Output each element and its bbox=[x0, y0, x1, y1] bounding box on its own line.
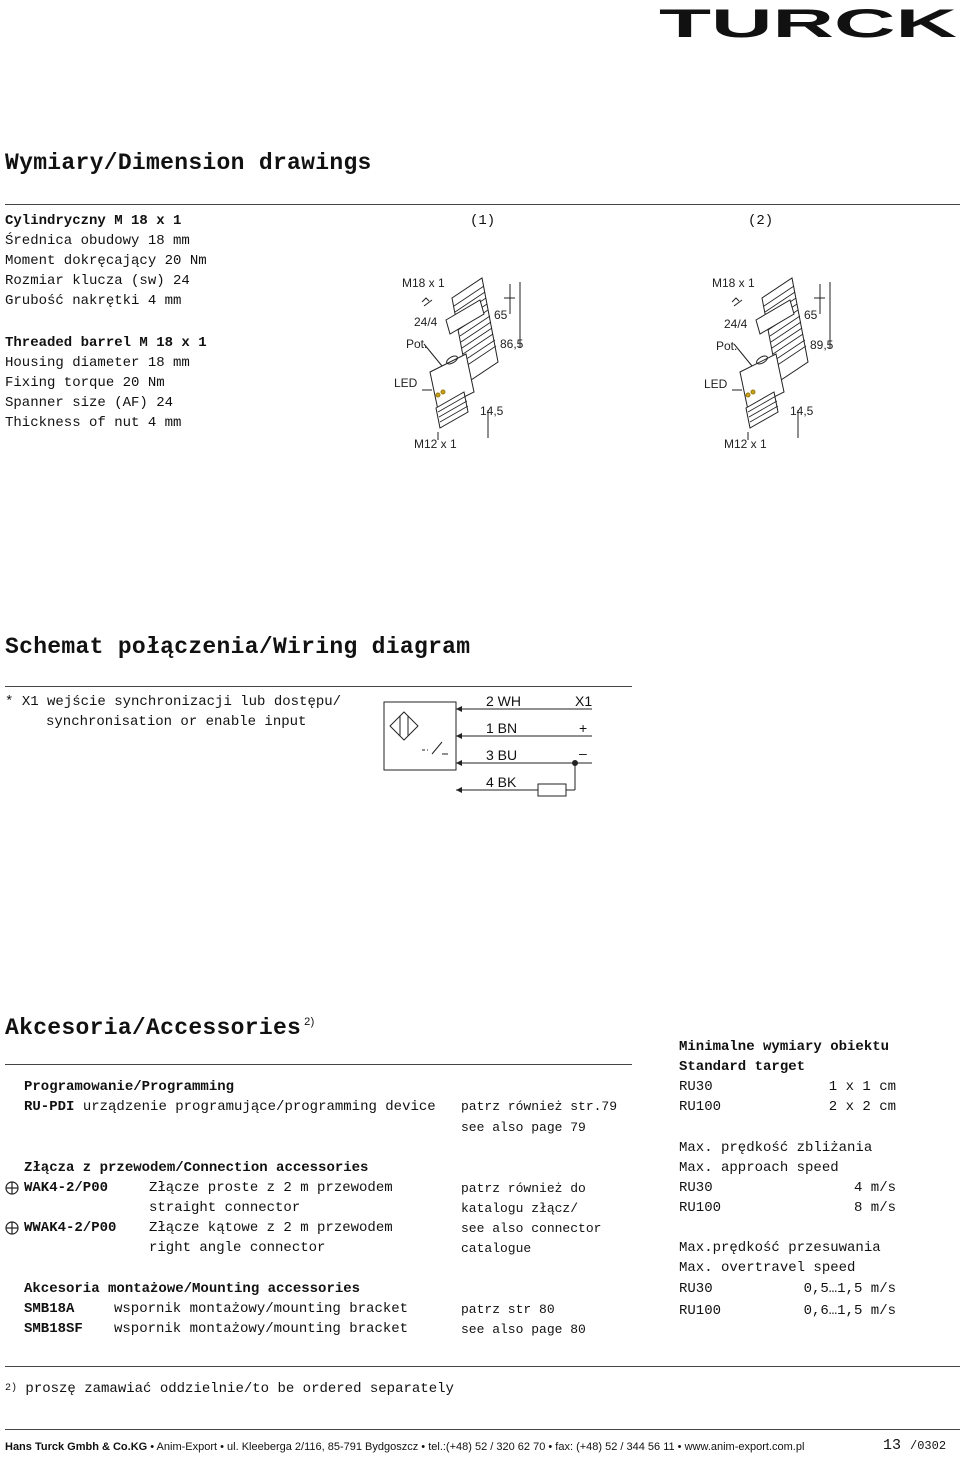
pot-label: Pot. bbox=[716, 339, 738, 353]
target-name: RU100 bbox=[679, 1099, 722, 1115]
dim-c-label: 14,5 bbox=[480, 404, 504, 418]
turck-logo bbox=[658, 6, 958, 40]
accessory-ref: patrz również do bbox=[461, 1181, 586, 1196]
drawing1-label: (1) bbox=[470, 213, 496, 229]
accessory-ref: see also page 80 bbox=[461, 1322, 586, 1337]
target-name: RU30 bbox=[679, 1180, 713, 1196]
approach-en: Max. approach speed bbox=[679, 1160, 839, 1176]
mounting-heading: Akcesoria montażowe/Mounting accessories bbox=[24, 1281, 361, 1297]
accessories-title-sup: 2) bbox=[304, 1016, 315, 1029]
accessories-rule bbox=[5, 1064, 632, 1065]
spec-line: Housing diameter 18 mm bbox=[5, 355, 190, 371]
accessories-title bbox=[5, 1015, 315, 1041]
spec-heading-pl: Cylindryczny M 18 x 1 bbox=[5, 213, 182, 229]
spec-line: Spanner size (AF) 24 bbox=[5, 395, 174, 411]
footer-address: • Anim-Export • ul. Kleeberga 2/116, 85-791 Bydgoszcz • tel.:(+48) 52 / 320 62 70 • fax: (+48) 52 / 344 56 11 • www.anim-export.com.pl bbox=[147, 1441, 805, 1453]
sensor-drawing-1 bbox=[380, 262, 560, 462]
dim-c-label: 14,5 bbox=[790, 404, 814, 418]
accessory-desc: wspornik montażowy/mounting bracket bbox=[114, 1301, 409, 1317]
footer-rule bbox=[5, 1429, 960, 1430]
target-name: RU100 bbox=[679, 1303, 722, 1319]
led-label: LED bbox=[394, 376, 418, 390]
spec-block-en bbox=[5, 333, 365, 433]
spec-block-pl bbox=[5, 211, 365, 311]
spec-line: Grubość nakrętki 4 mm bbox=[5, 293, 182, 309]
wire-label: 4 BK bbox=[486, 774, 517, 790]
accessory-ref: see also page 79 bbox=[461, 1120, 586, 1135]
footer-line bbox=[5, 1441, 804, 1453]
wire-end-label: + bbox=[579, 720, 588, 736]
target-value: 0,5…1,5 m/s bbox=[803, 1281, 896, 1297]
accessory-code: SMB18SF bbox=[24, 1321, 83, 1337]
target-name: RU30 bbox=[679, 1079, 713, 1095]
accessory-desc: urządzenie programujące/programming device bbox=[82, 1099, 436, 1115]
footnote-sup: 2) bbox=[5, 1383, 18, 1394]
led-label: LED bbox=[704, 377, 728, 391]
note-star: * bbox=[5, 694, 14, 710]
wiring-rule bbox=[5, 686, 632, 687]
wiring-title: Schemat połączenia/Wiring diagram bbox=[5, 634, 471, 660]
dim-b-label: 89,5 bbox=[810, 338, 834, 352]
accessory-desc: right angle connector bbox=[149, 1240, 326, 1256]
target-name: RU30 bbox=[679, 1281, 713, 1297]
programming-row bbox=[24, 1097, 436, 1117]
spec-heading-en: Threaded barrel M 18 x 1 bbox=[5, 335, 207, 351]
approach-pl: Max. prędkość zbliżania bbox=[679, 1140, 873, 1156]
target-name: RU100 bbox=[679, 1200, 722, 1216]
target-value: 2 x 2 cm bbox=[828, 1099, 896, 1115]
overtravel-pl: Max.prędkość przesuwania bbox=[679, 1240, 881, 1256]
wire-end-label: – bbox=[579, 745, 587, 761]
accessory-code: SMB18A bbox=[24, 1301, 75, 1317]
wire-label: 1 BN bbox=[486, 720, 518, 736]
turck-logo-graphic bbox=[658, 6, 958, 40]
spanner-label: 24/4 bbox=[414, 315, 438, 329]
accessories-title-text: Akcesoria/Accessories bbox=[5, 1015, 302, 1041]
accessory-code: RU-PDI bbox=[24, 1099, 75, 1115]
overtravel-en: Max. overtravel speed bbox=[679, 1260, 856, 1276]
junction-dot bbox=[572, 760, 578, 766]
accessory-desc: wspornik montażowy/mounting bracket bbox=[114, 1321, 409, 1337]
logo-text: TURCK bbox=[659, 6, 958, 40]
note-pl: X1 wejście synchronizacji lub dostępu/ bbox=[21, 694, 342, 710]
target-value: 4 m/s bbox=[853, 1180, 896, 1196]
accessory-ref: catalogue bbox=[461, 1241, 532, 1256]
wire-label: 2 WH bbox=[486, 693, 521, 709]
accessory-ref: patrz str 80 bbox=[461, 1302, 555, 1317]
drawing2-label: (2) bbox=[748, 213, 774, 229]
footnote-rule bbox=[5, 1366, 960, 1367]
page-number bbox=[883, 1437, 946, 1454]
target-heading-en: Standard target bbox=[679, 1059, 806, 1075]
thread-bottom-label: M12 x 1 bbox=[414, 437, 457, 451]
connector-icon bbox=[4, 1220, 20, 1236]
target-value: 0,6…1,5 m/s bbox=[803, 1303, 896, 1319]
wire-end-label: X1 bbox=[575, 693, 593, 709]
connector-icon bbox=[4, 1180, 20, 1196]
page-number-value: 13 bbox=[883, 1437, 902, 1454]
spec-line: Moment dokręcający 20 Nm bbox=[5, 253, 207, 269]
wire-label: 3 BU bbox=[486, 747, 518, 763]
accessory-desc: Złącze proste z 2 m przewodem bbox=[149, 1180, 393, 1196]
accessory-desc: Złącze kątowe z 2 m przewodem bbox=[149, 1220, 393, 1236]
target-heading-pl: Minimalne wymiary obiektu bbox=[679, 1039, 890, 1055]
spec-line: Średnica obudowy 18 mm bbox=[5, 233, 190, 249]
target-value: 1 x 1 cm bbox=[828, 1079, 896, 1095]
footer-company: Hans Turck Gmbh & Co.KG bbox=[5, 1441, 148, 1453]
dim-b-label: 86,5 bbox=[500, 337, 524, 351]
dimensions-rule bbox=[5, 204, 960, 205]
spec-line: Rozmiar klucza (sw) 24 bbox=[5, 273, 190, 289]
accessory-ref: patrz również str.79 bbox=[461, 1099, 618, 1114]
dimensions-title: Wymiary/Dimension drawings bbox=[5, 150, 372, 176]
accessory-ref: katalogu złącz/ bbox=[461, 1201, 579, 1216]
target-value: 8 m/s bbox=[853, 1200, 896, 1216]
dim-a-label: 65 bbox=[494, 308, 508, 322]
thread-bottom-label: M12 x 1 bbox=[724, 437, 767, 451]
wiring-diagram bbox=[380, 688, 610, 798]
sensor-drawing-2 bbox=[690, 262, 870, 462]
footnote-text: proszę zamawiać oddzielnie/to be ordered separately bbox=[25, 1381, 454, 1397]
page-code: /0302 bbox=[910, 1439, 947, 1453]
thread-top-label: M18 x 1 bbox=[402, 276, 445, 290]
footnote bbox=[5, 1379, 454, 1399]
thread-top-label: M18 x 1 bbox=[712, 276, 755, 290]
spec-line: Fixing torque 20 Nm bbox=[5, 375, 165, 391]
spanner-label: 24/4 bbox=[724, 317, 748, 331]
spec-line: Thickness of nut 4 mm bbox=[5, 415, 182, 431]
wiring-note bbox=[5, 692, 341, 712]
programming-heading: Programowanie/Programming bbox=[24, 1079, 235, 1095]
connection-heading: Złącza z przewodem/Connection accessories bbox=[24, 1160, 369, 1176]
accessory-code: WWAK4-2/P00 bbox=[24, 1220, 117, 1236]
accessory-ref: see also connector bbox=[461, 1221, 602, 1236]
accessory-code: WAK4-2/P00 bbox=[24, 1180, 109, 1196]
accessory-desc: straight connector bbox=[149, 1200, 301, 1216]
dim-a-label: 65 bbox=[804, 308, 818, 322]
pot-label: Pot. bbox=[406, 337, 428, 351]
note-en: synchronisation or enable input bbox=[46, 714, 307, 730]
